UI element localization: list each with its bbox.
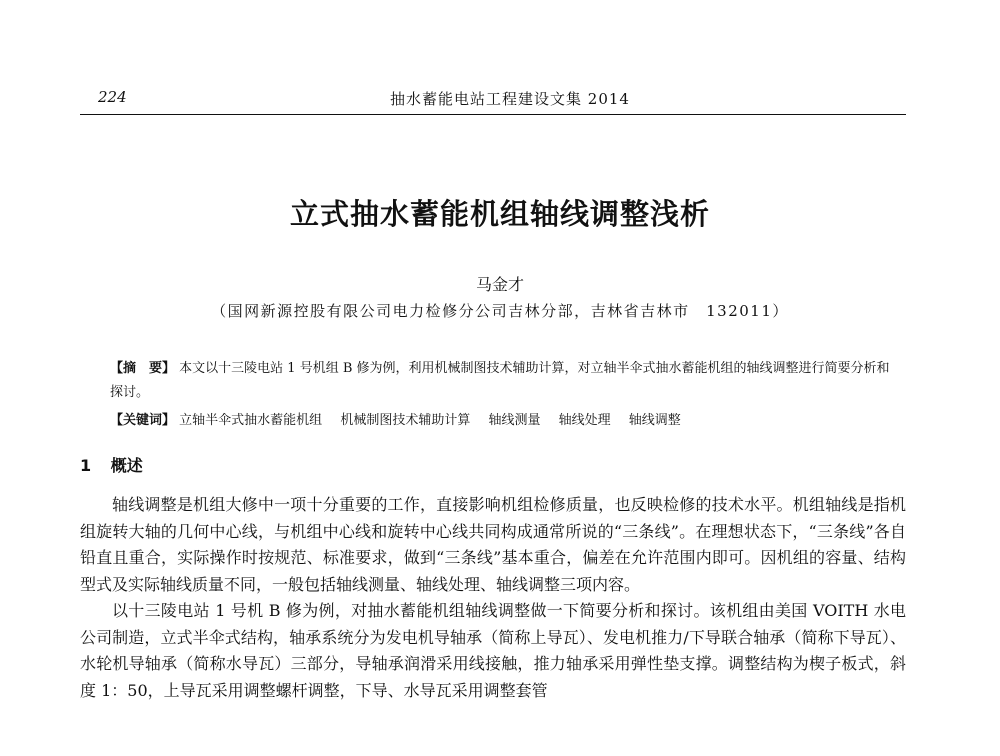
keyword: 轴线处理 xyxy=(558,413,611,428)
section-title: 概述 xyxy=(110,456,143,475)
abstract xyxy=(110,357,900,405)
article-title: 立式抽水蓄能机组轴线调整浅析 xyxy=(289,197,710,231)
section-heading xyxy=(80,453,143,476)
section-number: 1 xyxy=(80,456,92,475)
header-rule xyxy=(80,114,906,115)
keywords-label: 【关键词】 xyxy=(110,413,176,428)
keyword: 机械制图技术辅助计算 xyxy=(340,413,471,428)
running-title: 抽水蓄能电站工程建设文集 2014 xyxy=(390,90,630,108)
keyword: 轴线调整 xyxy=(628,413,681,428)
abstract-label: 【摘 要】 xyxy=(110,361,176,376)
paragraph: 以十三陵电站 1 号机 B 修为例，对抽水蓄能机组轴线调整做一下简要分析和探讨。该机组由美国 VOITH 水电公司制造，立式半伞式结构，轴承系统分为发电机导轴承（简称上导瓦）、发电机推力/下导联合轴承（简称下导瓦）、水轮机导轴承（简称水导瓦）三部分，导轴承润滑采用线接触，推力轴承采用弹性垫支撑。调整结构为楔子板式，斜度 1：50，上导瓦采用调整螺杆调整，下导、水导瓦采用调整套管 xyxy=(80,601,906,700)
paragraph: 轴线调整是机组大修中一项十分重要的工作，直接影响机组检修质量，也反映检修的技术水平。机组轴线是指机组旋转大轴的几何中心线，与机组中心线和旋转中心线共同构成通常所说的“三条线”。在理想状态下，“三条线”各自铅直且重合，实际操作时按规范、标准要求，做到“三条线”基本重合，偏差在允许范围内即可。因机组的容量、结构型式及实际轴线质量不同，一般包括轴线测量、轴线处理、轴线调整三项内容。 xyxy=(80,495,906,594)
page-number: 224 xyxy=(98,88,127,106)
abstract-text: 本文以十三陵电站 1 号机组 B 修为例，利用机械制图技术辅助计算，对立轴半伞式抽水蓄能机组的轴线调整进行简要分析和探讨。 xyxy=(110,361,890,400)
keywords xyxy=(110,410,900,432)
section-body xyxy=(80,492,906,704)
keyword: 立轴半伞式抽水蓄能机组 xyxy=(179,413,323,428)
author-affiliation: （国网新源控股有限公司电力检修分公司吉林分部，吉林省吉林市 132011） xyxy=(211,302,789,320)
author-name: 马金才 xyxy=(475,275,524,294)
keyword: 轴线测量 xyxy=(488,413,541,428)
